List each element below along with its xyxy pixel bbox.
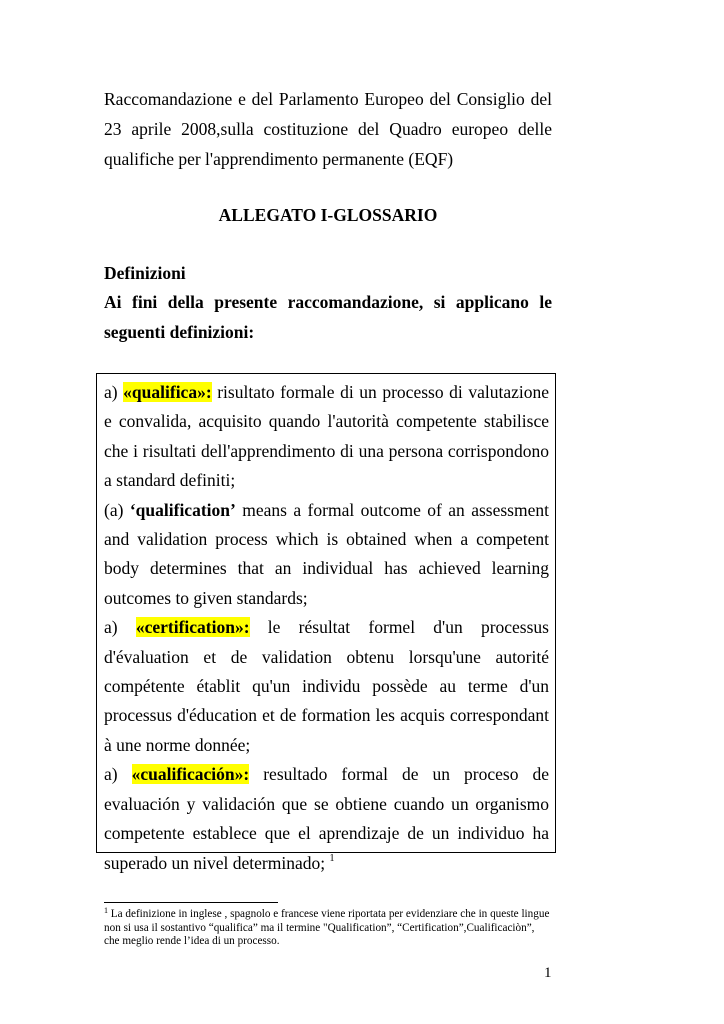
footnote-number: 1 xyxy=(104,906,108,915)
highlighted-term: «certification»: xyxy=(135,617,250,638)
glossary-box xyxy=(96,373,556,873)
glossary-entry-it xyxy=(104,378,549,496)
entry-prefix: (a) xyxy=(104,499,130,520)
entry-prefix: a) xyxy=(104,617,136,638)
glossary-entry-fr xyxy=(104,613,549,760)
entry-prefix: a) xyxy=(104,764,132,785)
glossary-entry-en xyxy=(104,496,549,614)
highlighted-term: «qualifica»: xyxy=(123,382,212,402)
annex-heading: ALLEGATO I-GLOSSARIO xyxy=(218,205,438,225)
footnote-separator xyxy=(104,902,278,903)
entry-definition: le résultat formel d'un processus d'évaluation et de validation obtenu lorsqu'une autorité compétente établit qu'un individu possède au terme d'un processus d'éducation et de formation les acquis correspondant à une norme donnée; xyxy=(104,617,549,755)
highlighted-term: «cualificación»: xyxy=(131,764,250,785)
entry-definition: resultado formal de un proceso de evaluación y validación que se obtiene cuando un organismo competente establece que el aprendizaje de un individuo ha superado un nivel determinado; xyxy=(104,764,549,873)
entry-definition: means a formal outcome of an assessment and validation process which is obtained when a competent body determines that an individual has achieved learning outcomes to given standards; xyxy=(104,499,549,608)
entry-prefix: a) xyxy=(104,382,124,402)
entry-definition: risultato formale di un processo di valutazione e convalida, acquisito quando l'autorità competente stabilisce che i risultati dell'apprendimento di una persona corrispondono a standard definiti; xyxy=(104,382,549,491)
glossary-entry-es xyxy=(104,760,549,878)
page-number: 1 xyxy=(544,965,552,981)
footnote-text: La definizione in inglese , spagnolo e francese viene riportata per evidenziare che in queste lingue non si usa il sostantivo “qualifica” ma il termine "Qualification”, “Certification”,Cualificaciòn”, che meglio rende l’idea di un processo. xyxy=(104,908,550,947)
footnote-reference[interactable]: 1 xyxy=(329,852,335,864)
document-title: Raccomandazione e del Parlamento Europeo del Consiglio del 23 aprile 2008,sulla costituzione del Quadro europeo delle qualifiche per l'apprendimento permanente (EQF) xyxy=(104,89,552,169)
bold-term: ‘qualification’ xyxy=(129,499,236,520)
definitions-heading: Definizioni xyxy=(104,263,186,283)
footnote xyxy=(104,908,552,949)
definitions-intro: Ai fini della presente raccomandazione, si applicano le seguenti definizioni: xyxy=(104,292,552,342)
